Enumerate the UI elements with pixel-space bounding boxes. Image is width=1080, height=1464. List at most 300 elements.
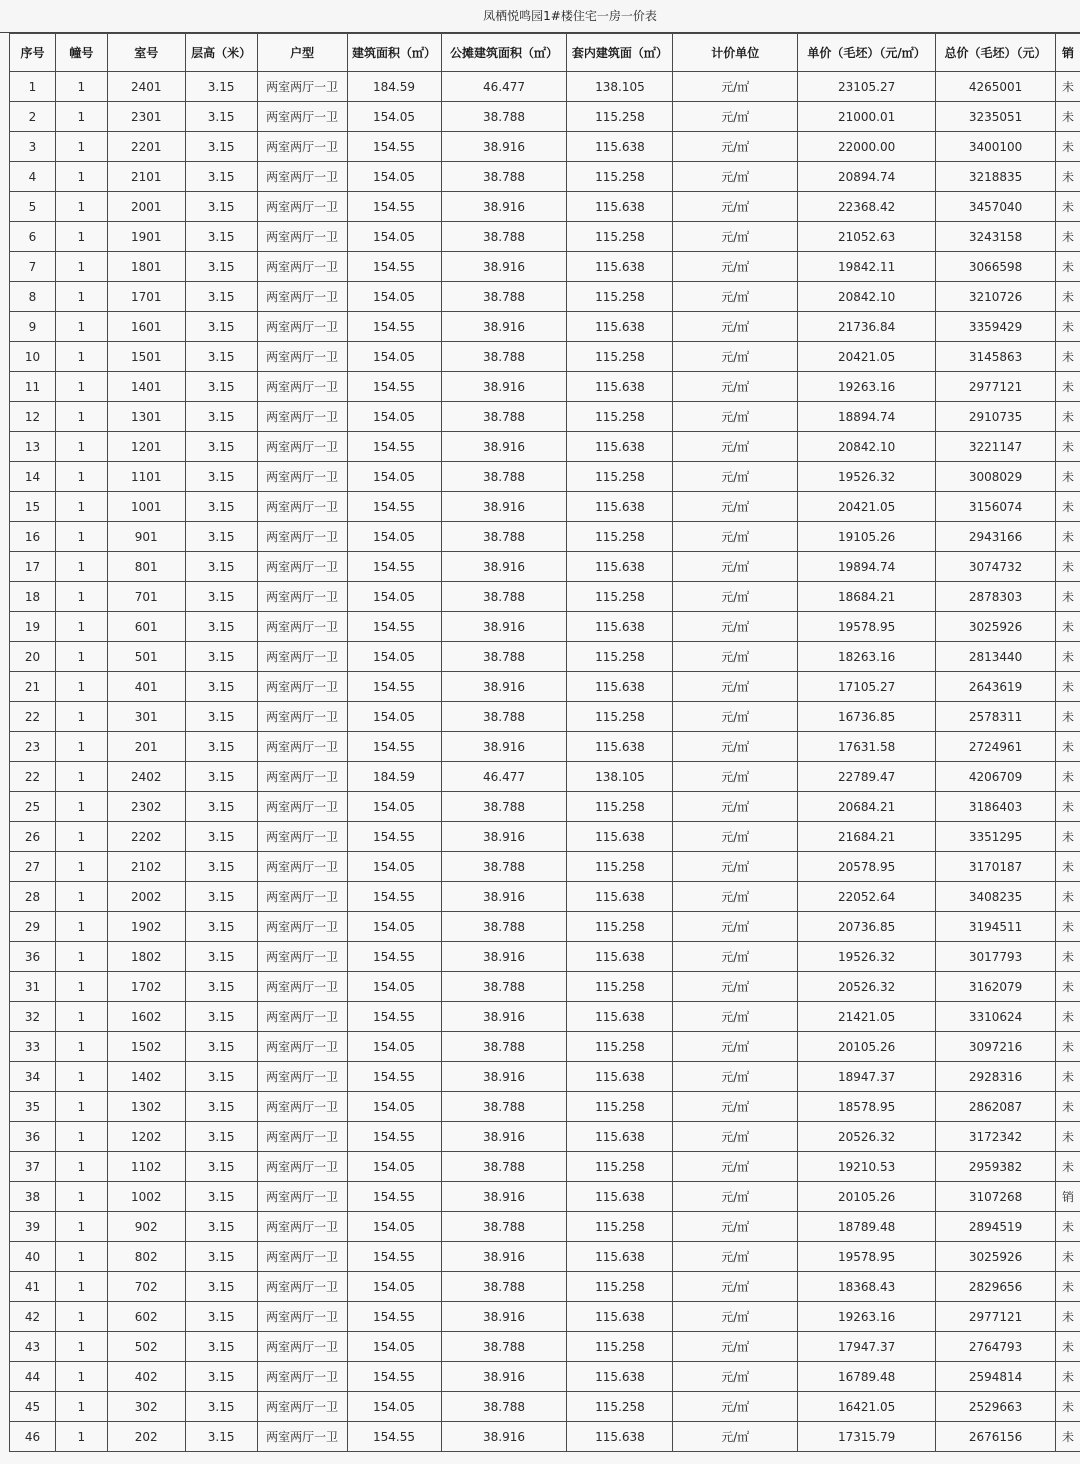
cell-building: 1 — [55, 282, 107, 312]
cell-sales-status: 未 — [1056, 372, 1080, 402]
cell-building-area: 154.05 — [347, 1092, 441, 1122]
cell-building-area: 154.55 — [347, 1362, 441, 1392]
cell-inner-area: 115.638 — [567, 1362, 673, 1392]
cell-pricing-unit: 元/㎡ — [673, 1152, 798, 1182]
cell-sales-status: 未 — [1056, 492, 1080, 522]
col-header-building-area: 建筑面积（㎡） — [347, 34, 441, 72]
cell-room: 1702 — [107, 972, 185, 1002]
cell-seq: 38 — [10, 1182, 56, 1212]
cell-building: 1 — [55, 1362, 107, 1392]
cell-shared-area: 38.788 — [441, 462, 567, 492]
cell-building: 1 — [55, 102, 107, 132]
cell-sales-status: 未 — [1056, 312, 1080, 342]
header-row — [10, 34, 1080, 72]
table-row — [10, 192, 1080, 222]
cell-layout: 两室两厅一卫 — [257, 1272, 347, 1302]
cell-sales-status: 未 — [1056, 1032, 1080, 1062]
table-row — [10, 1032, 1080, 1062]
cell-seq: 39 — [10, 1212, 56, 1242]
cell-total-price: 3025926 — [936, 612, 1056, 642]
cell-seq: 16 — [10, 522, 56, 552]
cell-shared-area: 38.788 — [441, 1092, 567, 1122]
cell-floor-height: 3.15 — [185, 72, 257, 102]
cell-total-price: 3066598 — [936, 252, 1056, 282]
cell-layout: 两室两厅一卫 — [257, 552, 347, 582]
col-header-room: 室号 — [107, 34, 185, 72]
cell-building-area: 154.55 — [347, 552, 441, 582]
cell-unit-price: 20842.10 — [798, 432, 936, 462]
cell-building: 1 — [55, 912, 107, 942]
table-row — [10, 702, 1080, 732]
cell-building-area: 154.05 — [347, 522, 441, 552]
cell-inner-area: 115.258 — [567, 1272, 673, 1302]
cell-seq: 13 — [10, 432, 56, 462]
cell-inner-area: 115.258 — [567, 792, 673, 822]
cell-floor-height: 3.15 — [185, 882, 257, 912]
cell-seq: 27 — [10, 852, 56, 882]
cell-pricing-unit: 元/㎡ — [673, 672, 798, 702]
col-header-pricing-unit: 计价单位 — [673, 34, 798, 72]
cell-floor-height: 3.15 — [185, 522, 257, 552]
cell-sales-status: 未 — [1056, 732, 1080, 762]
cell-unit-price: 16421.05 — [798, 1392, 936, 1422]
table-row — [10, 462, 1080, 492]
cell-total-price: 3194511 — [936, 912, 1056, 942]
cell-building: 1 — [55, 402, 107, 432]
col-header-seq: 序号 — [10, 34, 56, 72]
cell-building-area: 154.55 — [347, 312, 441, 342]
cell-unit-price: 19263.16 — [798, 372, 936, 402]
cell-total-price: 2676156 — [936, 1422, 1056, 1452]
col-header-floor-height: 层高（米） — [185, 34, 257, 72]
cell-inner-area: 115.638 — [567, 1182, 673, 1212]
cell-room: 1601 — [107, 312, 185, 342]
cell-inner-area: 115.258 — [567, 1032, 673, 1062]
cell-seq: 22 — [10, 702, 56, 732]
cell-sales-status: 未 — [1056, 1092, 1080, 1122]
cell-pricing-unit: 元/㎡ — [673, 1182, 798, 1212]
cell-layout: 两室两厅一卫 — [257, 492, 347, 522]
cell-unit-price: 19894.74 — [798, 552, 936, 582]
cell-building: 1 — [55, 672, 107, 702]
cell-total-price: 3221147 — [936, 432, 1056, 462]
cell-building-area: 154.05 — [347, 1212, 441, 1242]
cell-layout: 两室两厅一卫 — [257, 72, 347, 102]
cell-layout: 两室两厅一卫 — [257, 672, 347, 702]
cell-inner-area: 115.258 — [567, 852, 673, 882]
cell-unit-price: 18368.43 — [798, 1272, 936, 1302]
cell-shared-area: 38.788 — [441, 642, 567, 672]
cell-shared-area: 38.916 — [441, 822, 567, 852]
cell-building-area: 154.05 — [347, 1272, 441, 1302]
cell-shared-area: 38.916 — [441, 252, 567, 282]
cell-floor-height: 3.15 — [185, 702, 257, 732]
cell-sales-status: 未 — [1056, 1002, 1080, 1032]
cell-total-price: 3172342 — [936, 1122, 1056, 1152]
cell-building: 1 — [55, 1062, 107, 1092]
cell-unit-price: 18263.16 — [798, 642, 936, 672]
cell-unit-price: 18684.21 — [798, 582, 936, 612]
cell-unit-price: 19526.32 — [798, 942, 936, 972]
cell-floor-height: 3.15 — [185, 822, 257, 852]
cell-sales-status: 未 — [1056, 1242, 1080, 1272]
cell-room: 2302 — [107, 792, 185, 822]
cell-building: 1 — [55, 312, 107, 342]
cell-shared-area: 38.916 — [441, 672, 567, 702]
cell-unit-price: 20684.21 — [798, 792, 936, 822]
cell-room: 402 — [107, 1362, 185, 1392]
cell-sales-status: 销 — [1056, 1182, 1080, 1212]
cell-unit-price: 17631.58 — [798, 732, 936, 762]
cell-sales-status: 未 — [1056, 102, 1080, 132]
cell-building-area: 154.05 — [347, 702, 441, 732]
cell-building: 1 — [55, 612, 107, 642]
cell-total-price: 3156074 — [936, 492, 1056, 522]
cell-room: 302 — [107, 1392, 185, 1422]
cell-room: 1902 — [107, 912, 185, 942]
table-row — [10, 372, 1080, 402]
table-row — [10, 882, 1080, 912]
cell-inner-area: 138.105 — [567, 762, 673, 792]
cell-unit-price: 20105.26 — [798, 1032, 936, 1062]
cell-layout: 两室两厅一卫 — [257, 1332, 347, 1362]
table-row — [10, 912, 1080, 942]
cell-unit-price: 19578.95 — [798, 1242, 936, 1272]
cell-layout: 两室两厅一卫 — [257, 102, 347, 132]
cell-building: 1 — [55, 1212, 107, 1242]
cell-building: 1 — [55, 192, 107, 222]
cell-layout: 两室两厅一卫 — [257, 1002, 347, 1032]
table-row — [10, 72, 1080, 102]
cell-inner-area: 115.258 — [567, 342, 673, 372]
cell-unit-price: 16789.48 — [798, 1362, 936, 1392]
cell-shared-area: 38.916 — [441, 1302, 567, 1332]
cell-inner-area: 115.258 — [567, 162, 673, 192]
cell-total-price: 3235051 — [936, 102, 1056, 132]
table-row — [10, 1242, 1080, 1272]
cell-shared-area: 38.916 — [441, 882, 567, 912]
cell-total-price: 3243158 — [936, 222, 1056, 252]
cell-total-price: 2724961 — [936, 732, 1056, 762]
cell-layout: 两室两厅一卫 — [257, 192, 347, 222]
cell-seq: 8 — [10, 282, 56, 312]
cell-building-area: 154.05 — [347, 462, 441, 492]
cell-total-price: 2910735 — [936, 402, 1056, 432]
cell-room: 701 — [107, 582, 185, 612]
cell-pricing-unit: 元/㎡ — [673, 792, 798, 822]
cell-seq: 11 — [10, 372, 56, 402]
cell-inner-area: 115.258 — [567, 1152, 673, 1182]
col-header-sales-status: 销 — [1056, 34, 1080, 72]
cell-shared-area: 38.788 — [441, 342, 567, 372]
cell-seq: 17 — [10, 552, 56, 582]
cell-unit-price: 21684.21 — [798, 822, 936, 852]
cell-unit-price: 21421.05 — [798, 1002, 936, 1032]
cell-total-price: 2878303 — [936, 582, 1056, 612]
cell-shared-area: 38.788 — [441, 222, 567, 252]
cell-building-area: 154.05 — [347, 162, 441, 192]
cell-pricing-unit: 元/㎡ — [673, 1092, 798, 1122]
table-row — [10, 642, 1080, 672]
cell-unit-price: 20842.10 — [798, 282, 936, 312]
cell-building-area: 154.55 — [347, 1002, 441, 1032]
cell-inner-area: 115.258 — [567, 522, 673, 552]
cell-inner-area: 115.258 — [567, 282, 673, 312]
cell-building: 1 — [55, 72, 107, 102]
table-row — [10, 1392, 1080, 1422]
col-header-inner-area: 套内建筑面（㎡） — [567, 34, 673, 72]
cell-floor-height: 3.15 — [185, 222, 257, 252]
cell-inner-area: 115.638 — [567, 1002, 673, 1032]
cell-shared-area: 38.916 — [441, 1062, 567, 1092]
cell-floor-height: 3.15 — [185, 132, 257, 162]
cell-sales-status: 未 — [1056, 432, 1080, 462]
cell-inner-area: 115.638 — [567, 192, 673, 222]
table-row — [10, 1272, 1080, 1302]
cell-total-price: 3017793 — [936, 942, 1056, 972]
cell-sales-status: 未 — [1056, 72, 1080, 102]
cell-unit-price: 18947.37 — [798, 1062, 936, 1092]
cell-room: 1901 — [107, 222, 185, 252]
cell-floor-height: 3.15 — [185, 1032, 257, 1062]
cell-building-area: 154.55 — [347, 822, 441, 852]
cell-inner-area: 115.638 — [567, 1422, 673, 1452]
cell-seq: 5 — [10, 192, 56, 222]
cell-unit-price: 21000.01 — [798, 102, 936, 132]
cell-building-area: 154.55 — [347, 1302, 441, 1332]
cell-total-price: 2894519 — [936, 1212, 1056, 1242]
cell-unit-price: 20894.74 — [798, 162, 936, 192]
cell-room: 602 — [107, 1302, 185, 1332]
cell-inner-area: 115.258 — [567, 912, 673, 942]
cell-floor-height: 3.15 — [185, 102, 257, 132]
cell-floor-height: 3.15 — [185, 1392, 257, 1422]
cell-building-area: 154.05 — [347, 102, 441, 132]
cell-pricing-unit: 元/㎡ — [673, 1032, 798, 1062]
cell-room: 2401 — [107, 72, 185, 102]
cell-room: 1401 — [107, 372, 185, 402]
cell-unit-price: 20736.85 — [798, 912, 936, 942]
cell-sales-status: 未 — [1056, 1392, 1080, 1422]
cell-pricing-unit: 元/㎡ — [673, 822, 798, 852]
cell-inner-area: 115.258 — [567, 1212, 673, 1242]
cell-shared-area: 38.788 — [441, 1392, 567, 1422]
cell-sales-status: 未 — [1056, 702, 1080, 732]
cell-floor-height: 3.15 — [185, 312, 257, 342]
cell-building: 1 — [55, 972, 107, 1002]
cell-building-area: 154.05 — [347, 582, 441, 612]
cell-pricing-unit: 元/㎡ — [673, 522, 798, 552]
cell-shared-area: 38.916 — [441, 372, 567, 402]
cell-layout: 两室两厅一卫 — [257, 162, 347, 192]
cell-pricing-unit: 元/㎡ — [673, 1242, 798, 1272]
table-row — [10, 972, 1080, 1002]
cell-unit-price: 18789.48 — [798, 1212, 936, 1242]
cell-pricing-unit: 元/㎡ — [673, 162, 798, 192]
cell-seq: 10 — [10, 342, 56, 372]
cell-floor-height: 3.15 — [185, 582, 257, 612]
cell-inner-area: 115.258 — [567, 1392, 673, 1422]
cell-shared-area: 38.788 — [441, 1272, 567, 1302]
cell-inner-area: 115.638 — [567, 942, 673, 972]
cell-inner-area: 115.638 — [567, 432, 673, 462]
cell-building: 1 — [55, 1332, 107, 1362]
cell-layout: 两室两厅一卫 — [257, 282, 347, 312]
cell-layout: 两室两厅一卫 — [257, 132, 347, 162]
col-header-building: 幢号 — [55, 34, 107, 72]
sheet-title: 凤栖悦鸣园1#楼住宅一房一价表 — [0, 0, 1080, 33]
cell-layout: 两室两厅一卫 — [257, 432, 347, 462]
cell-layout: 两室两厅一卫 — [257, 252, 347, 282]
cell-sales-status: 未 — [1056, 612, 1080, 642]
cell-sales-status: 未 — [1056, 942, 1080, 972]
cell-building: 1 — [55, 1152, 107, 1182]
cell-unit-price: 19842.11 — [798, 252, 936, 282]
cell-shared-area: 38.788 — [441, 912, 567, 942]
cell-shared-area: 38.916 — [441, 552, 567, 582]
cell-layout: 两室两厅一卫 — [257, 1362, 347, 1392]
cell-building: 1 — [55, 432, 107, 462]
cell-seq: 25 — [10, 792, 56, 822]
cell-floor-height: 3.15 — [185, 1062, 257, 1092]
cell-shared-area: 38.916 — [441, 1002, 567, 1032]
cell-inner-area: 115.638 — [567, 822, 673, 852]
cell-building-area: 154.05 — [347, 402, 441, 432]
cell-floor-height: 3.15 — [185, 642, 257, 672]
cell-floor-height: 3.15 — [185, 792, 257, 822]
cell-floor-height: 3.15 — [185, 432, 257, 462]
cell-room: 1801 — [107, 252, 185, 282]
cell-seq: 41 — [10, 1272, 56, 1302]
cell-floor-height: 3.15 — [185, 552, 257, 582]
cell-pricing-unit: 元/㎡ — [673, 132, 798, 162]
cell-building: 1 — [55, 252, 107, 282]
cell-building: 1 — [55, 882, 107, 912]
cell-seq: 14 — [10, 462, 56, 492]
cell-shared-area: 38.788 — [441, 1332, 567, 1362]
cell-sales-status: 未 — [1056, 462, 1080, 492]
cell-inner-area: 115.258 — [567, 582, 673, 612]
table-row — [10, 522, 1080, 552]
cell-building-area: 154.55 — [347, 672, 441, 702]
cell-building-area: 154.55 — [347, 612, 441, 642]
table-row — [10, 282, 1080, 312]
cell-unit-price: 19578.95 — [798, 612, 936, 642]
cell-pricing-unit: 元/㎡ — [673, 1392, 798, 1422]
cell-room: 1201 — [107, 432, 185, 462]
cell-shared-area: 38.916 — [441, 312, 567, 342]
cell-seq: 43 — [10, 1332, 56, 1362]
cell-pricing-unit: 元/㎡ — [673, 1332, 798, 1362]
cell-building-area: 154.05 — [347, 852, 441, 882]
cell-layout: 两室两厅一卫 — [257, 1212, 347, 1242]
cell-building-area: 154.55 — [347, 942, 441, 972]
cell-sales-status: 未 — [1056, 1122, 1080, 1152]
table-row — [10, 852, 1080, 882]
cell-layout: 两室两厅一卫 — [257, 612, 347, 642]
cell-building-area: 154.05 — [347, 1152, 441, 1182]
cell-inner-area: 115.638 — [567, 1122, 673, 1152]
cell-seq: 22 — [10, 762, 56, 792]
cell-floor-height: 3.15 — [185, 942, 257, 972]
cell-room: 1001 — [107, 492, 185, 522]
cell-building-area: 184.59 — [347, 762, 441, 792]
cell-floor-height: 3.15 — [185, 282, 257, 312]
cell-shared-area: 38.916 — [441, 612, 567, 642]
cell-unit-price: 20526.32 — [798, 1122, 936, 1152]
table-row — [10, 1182, 1080, 1212]
cell-seq: 44 — [10, 1362, 56, 1392]
cell-floor-height: 3.15 — [185, 732, 257, 762]
table-row — [10, 672, 1080, 702]
cell-total-price: 2959382 — [936, 1152, 1056, 1182]
cell-layout: 两室两厅一卫 — [257, 822, 347, 852]
cell-inner-area: 115.638 — [567, 1302, 673, 1332]
cell-pricing-unit: 元/㎡ — [673, 492, 798, 522]
cell-layout: 两室两厅一卫 — [257, 312, 347, 342]
cell-building: 1 — [55, 132, 107, 162]
cell-seq: 12 — [10, 402, 56, 432]
cell-total-price: 3218835 — [936, 162, 1056, 192]
table-row — [10, 342, 1080, 372]
cell-building: 1 — [55, 732, 107, 762]
cell-layout: 两室两厅一卫 — [257, 1242, 347, 1272]
cell-layout: 两室两厅一卫 — [257, 582, 347, 612]
cell-building: 1 — [55, 372, 107, 402]
cell-room: 1501 — [107, 342, 185, 372]
cell-unit-price: 19210.53 — [798, 1152, 936, 1182]
cell-room: 902 — [107, 1212, 185, 1242]
cell-seq: 28 — [10, 882, 56, 912]
cell-sales-status: 未 — [1056, 282, 1080, 312]
cell-building-area: 154.55 — [347, 492, 441, 522]
cell-pricing-unit: 元/㎡ — [673, 1272, 798, 1302]
cell-unit-price: 17947.37 — [798, 1332, 936, 1362]
cell-layout: 两室两厅一卫 — [257, 1182, 347, 1212]
cell-building-area: 154.05 — [347, 642, 441, 672]
cell-total-price: 2829656 — [936, 1272, 1056, 1302]
cell-sales-status: 未 — [1056, 582, 1080, 612]
cell-shared-area: 38.916 — [441, 1182, 567, 1212]
cell-seq: 2 — [10, 102, 56, 132]
col-header-total-price: 总价（毛坯）（元） — [936, 34, 1056, 72]
cell-building: 1 — [55, 942, 107, 972]
cell-layout: 两室两厅一卫 — [257, 882, 347, 912]
cell-shared-area: 38.788 — [441, 972, 567, 1002]
cell-seq: 31 — [10, 972, 56, 1002]
cell-shared-area: 38.788 — [441, 1212, 567, 1242]
cell-seq: 32 — [10, 1002, 56, 1032]
cell-sales-status: 未 — [1056, 132, 1080, 162]
table-row — [10, 492, 1080, 522]
table-row — [10, 552, 1080, 582]
cell-building: 1 — [55, 162, 107, 192]
cell-building-area: 154.05 — [347, 912, 441, 942]
table-row — [10, 732, 1080, 762]
cell-pricing-unit: 元/㎡ — [673, 462, 798, 492]
cell-building: 1 — [55, 1002, 107, 1032]
cell-building-area: 154.55 — [347, 732, 441, 762]
cell-floor-height: 3.15 — [185, 972, 257, 1002]
cell-total-price: 4265001 — [936, 72, 1056, 102]
cell-room: 201 — [107, 732, 185, 762]
cell-floor-height: 3.15 — [185, 192, 257, 222]
cell-total-price: 2928316 — [936, 1062, 1056, 1092]
cell-building-area: 154.55 — [347, 1182, 441, 1212]
cell-building: 1 — [55, 1032, 107, 1062]
cell-pricing-unit: 元/㎡ — [673, 72, 798, 102]
cell-shared-area: 38.916 — [441, 942, 567, 972]
